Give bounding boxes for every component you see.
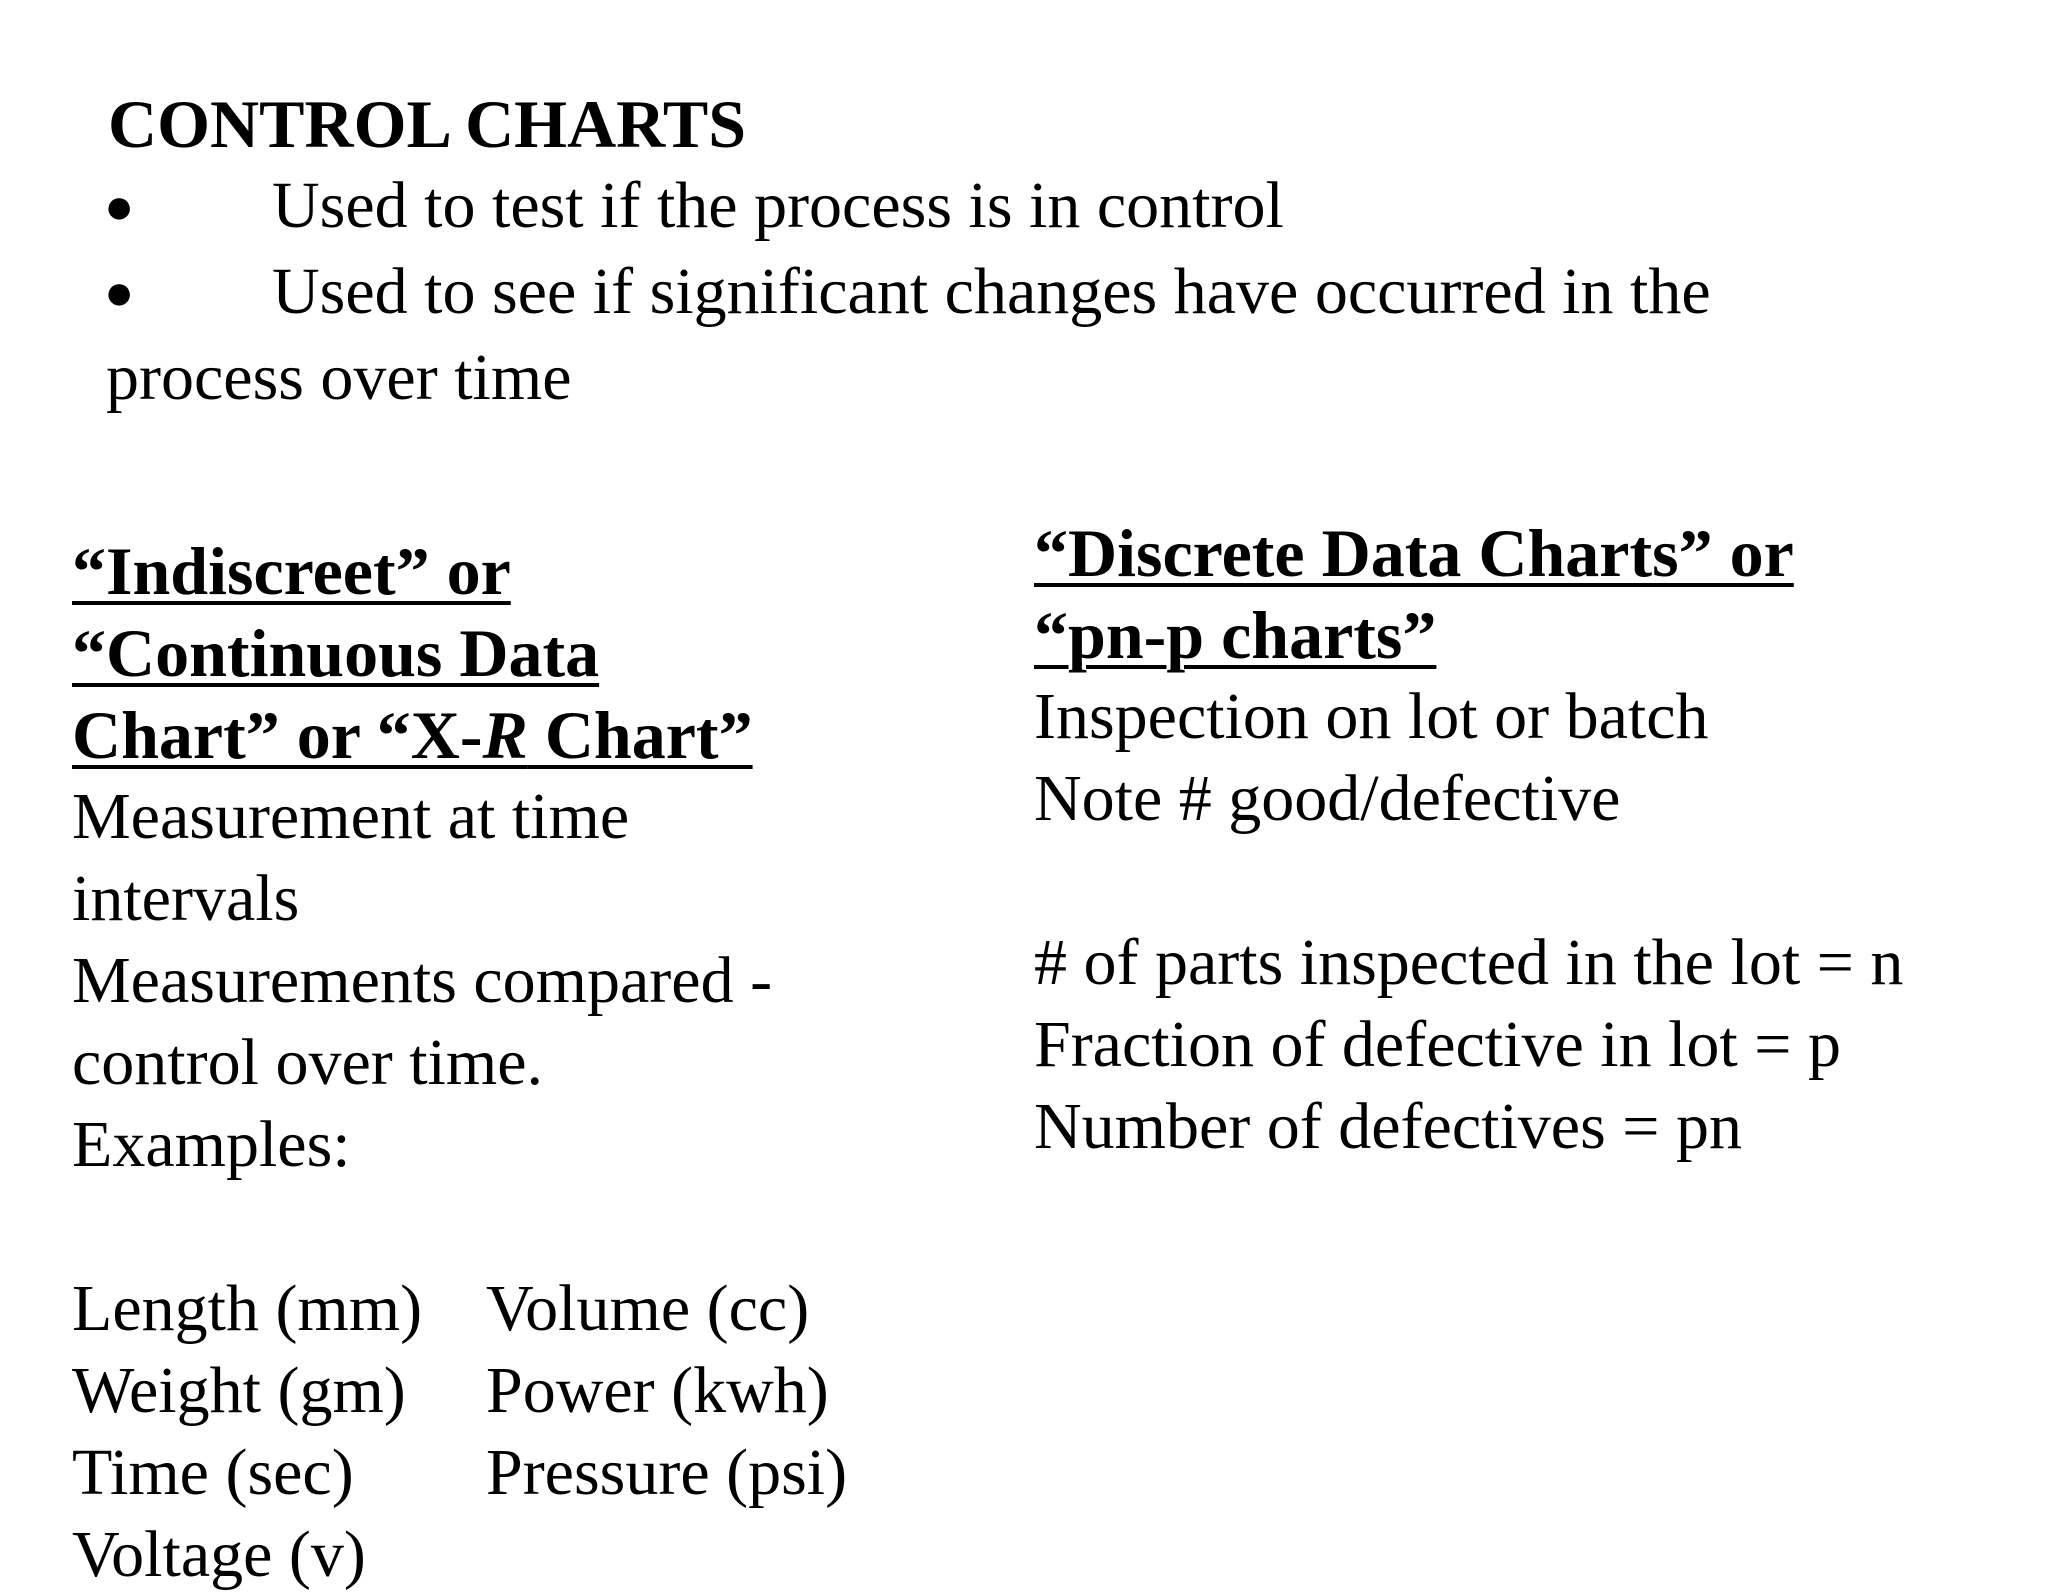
- continuous-heading-line: [72, 694, 847, 776]
- bullet-continuation: process over time: [106, 341, 572, 414]
- page-title: CONTROL CHARTS: [108, 86, 747, 162]
- bullet-dot-icon: ●: [104, 178, 135, 234]
- examples-grid: [72, 1268, 847, 1596]
- heading-prefix: Chart” or “X-: [72, 697, 483, 773]
- body-line: Examples:: [72, 1108, 351, 1181]
- continuous-heading-line: “Continuous Data: [72, 615, 600, 691]
- example-item: Volume (cc): [486, 1272, 810, 1345]
- example-item: Pressure (psi): [486, 1436, 848, 1509]
- example-item: Voltage (v): [72, 1518, 366, 1591]
- continuous-data-column: [72, 530, 847, 1596]
- body-line: intervals: [72, 862, 300, 935]
- example-item: [486, 1514, 847, 1596]
- definition-line: # of parts inspected in the lot = n: [1034, 926, 1904, 999]
- body-line: control over time.: [72, 1026, 544, 1099]
- example-item: Length (mm): [72, 1272, 423, 1345]
- heading-suffix: Chart”: [527, 697, 753, 773]
- definition-line: Fraction of defective in lot = p: [1034, 1008, 1841, 1081]
- body-line: Inspection on lot or batch: [1034, 680, 1709, 753]
- example-item: Weight (gm): [72, 1354, 406, 1427]
- discrete-heading-line: “Discrete Data Charts” or: [1034, 515, 1794, 591]
- discrete-heading-line: “pn-p charts”: [1034, 597, 1437, 673]
- bullet-text: Used to see if significant changes have occurred in the: [272, 255, 1711, 328]
- example-item: Time (sec): [72, 1436, 354, 1509]
- bullet-text: Used to test if the process is in control: [272, 169, 1284, 242]
- bullet-dot-icon: ●: [104, 264, 135, 320]
- example-item: Power (kwh): [486, 1354, 829, 1427]
- heading-italic-r: R: [482, 697, 528, 773]
- body-line: Measurement at time: [72, 780, 630, 853]
- continuous-heading-line: “Indiscreet” or: [72, 533, 511, 609]
- body-line: Note # good/defective: [1034, 762, 1621, 835]
- discrete-data-column: [1034, 512, 1903, 1168]
- definition-line: Number of defectives = pn: [1034, 1090, 1742, 1163]
- body-line: Measurements compared -: [72, 944, 773, 1017]
